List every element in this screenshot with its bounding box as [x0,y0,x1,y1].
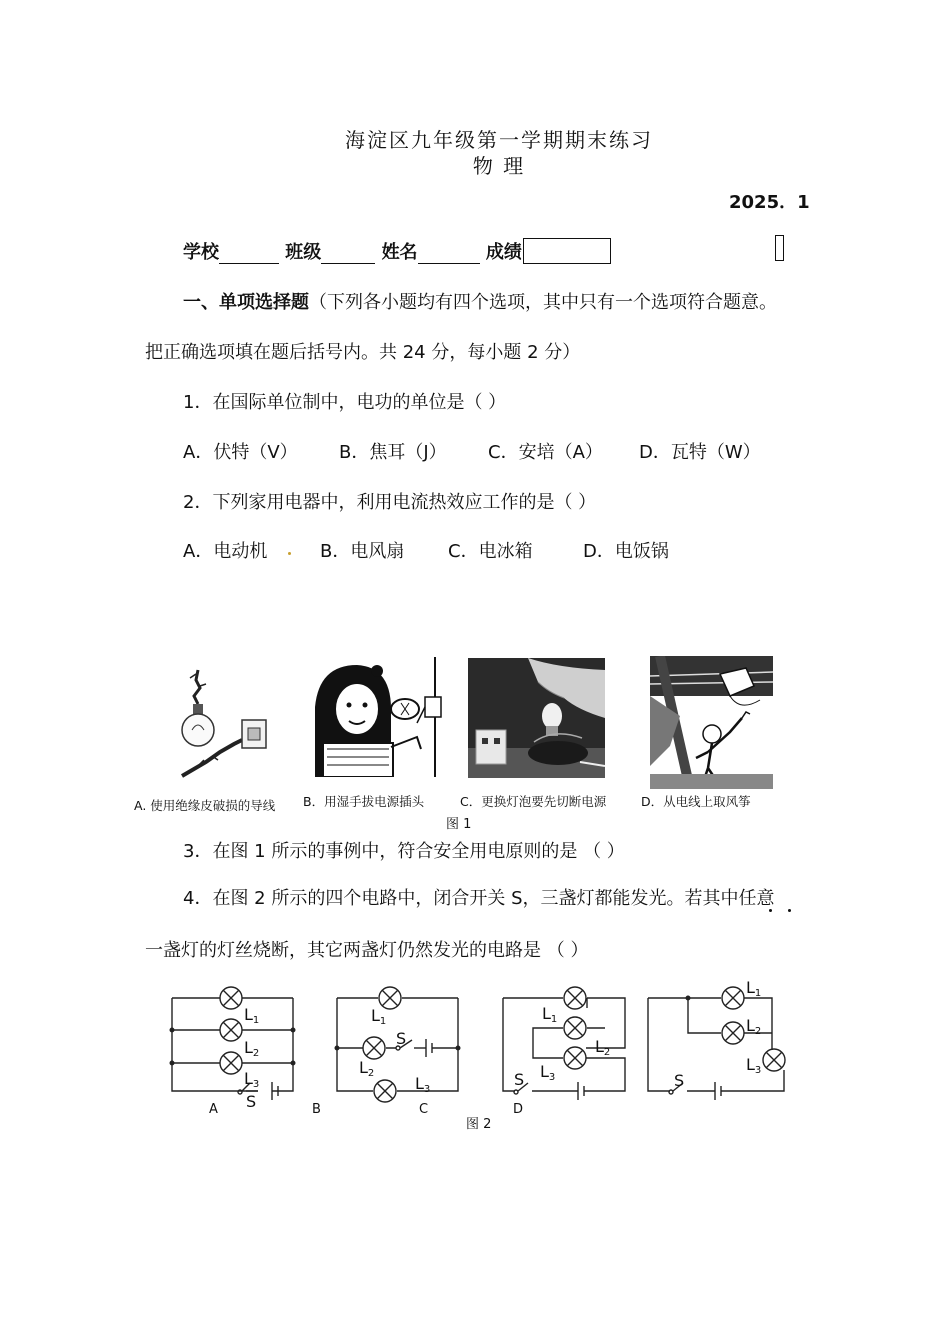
fig1-a-broken-wire-illustration [176,664,272,780]
lamp-label: L2 [746,1016,762,1037]
lamp-label: L2 [359,1058,375,1079]
student-info-line [183,238,611,264]
switch-label: S [396,1029,407,1048]
switch-label: S [674,1071,685,1090]
exam-date: 2025．1 [729,192,810,213]
name-label: 姓名 [381,242,418,263]
fig2-label: 图 2 [466,1117,492,1132]
circuit-label-d: D [513,1102,524,1117]
exam-title: 海淀区九年级第一学期期末练习 [345,128,653,152]
q4-stem-line1: 4．在图 2 所示的四个电路中，闭合开关 S，三盏灯都能发光。若其中任意 [183,888,775,909]
school-label: 学校 [183,242,219,263]
fig1-caption-c: C．更换灯泡要先切断电源 [460,794,607,809]
switch-label: S [514,1070,525,1089]
q1-option-c[interactable]: C．安培（A） [488,442,603,463]
section1-line1 [183,288,777,314]
class-blank[interactable] [321,245,375,264]
fig1-caption-d: D．从电线上取风筝 [641,794,751,809]
school-blank[interactable] [219,245,279,264]
section1-heading: 一、单项选择题 [183,292,309,313]
fig1-caption-a: A. 使用绝缘皮破损的导线 [134,798,276,813]
lamp-label: L2 [595,1037,611,1058]
circuit-label-a: A [209,1102,218,1117]
switch-label: S [246,1092,257,1111]
q4-stem-line2: 一盏灯的灯丝烧断，其它两盏灯仍然发光的电路是 （ ） [145,940,589,961]
emphasis-dot [769,909,772,912]
q2-option-b[interactable]: B．电风扇 [320,541,405,562]
q2-option-c[interactable]: C．电冰箱 [448,541,533,562]
q1-option-b[interactable]: B．焦耳（J） [339,442,447,463]
q2-option-d[interactable]: D．电饭锅 [583,541,669,562]
lamp-label: L2 [244,1038,260,1059]
q1-option-a[interactable]: A．伏特（V） [183,442,298,463]
circuit-a [170,987,295,1100]
q1-option-d[interactable]: D．瓦特（W） [639,442,761,463]
lamp-label: L3 [415,1074,431,1095]
emphasis-dot [788,909,791,912]
circuit-label-b: B [312,1102,321,1117]
lamp-label: L3 [746,1055,762,1076]
fig1-c-change-bulb-illustration [468,658,605,778]
score-label: 成绩 [485,242,522,263]
q1-stem: 1．在国际单位制中，电功的单位是（ ） [183,392,507,413]
section1-instructions-2: 把正确选项填在题后括号内。共 24 分，每小题 2 分） [145,342,581,363]
circuit-4 [648,987,785,1100]
fig1-label: 图 1 [446,817,472,832]
lamp-label: L1 [542,1004,558,1025]
stray-dot [288,552,291,555]
subject-title: 物 理 [472,154,526,178]
fig1-b-wet-hand-plug-illustration [305,657,450,777]
score-box[interactable] [523,238,611,264]
lamp-label: L3 [540,1062,556,1083]
lamp-label: L1 [371,1006,387,1027]
lamp-label: L3 [244,1069,260,1090]
class-label: 班级 [285,242,322,263]
fig1-d-kite-on-wire-illustration [650,656,773,789]
section1-instructions-1: （下列各小题均有四个选项，其中只有一个选项符合题意。 [309,292,777,313]
circuit-label-c: C [419,1102,429,1117]
q3-stem: 3．在图 1 所示的事例中，符合安全用电原则的是 （ ） [183,841,625,862]
placeholder-box-icon [775,235,784,261]
fig2-circuits [150,978,810,1118]
q2-option-a[interactable]: A．电动机 [183,541,268,562]
lamp-label: L1 [244,1005,260,1026]
name-blank[interactable] [418,245,480,264]
fig1-caption-b: B．用湿手拔电源插头 [303,794,425,809]
q2-stem: 2．下列家用电器中，利用电流热效应工作的是（ ） [183,492,597,513]
lamp-label: L1 [746,978,762,999]
